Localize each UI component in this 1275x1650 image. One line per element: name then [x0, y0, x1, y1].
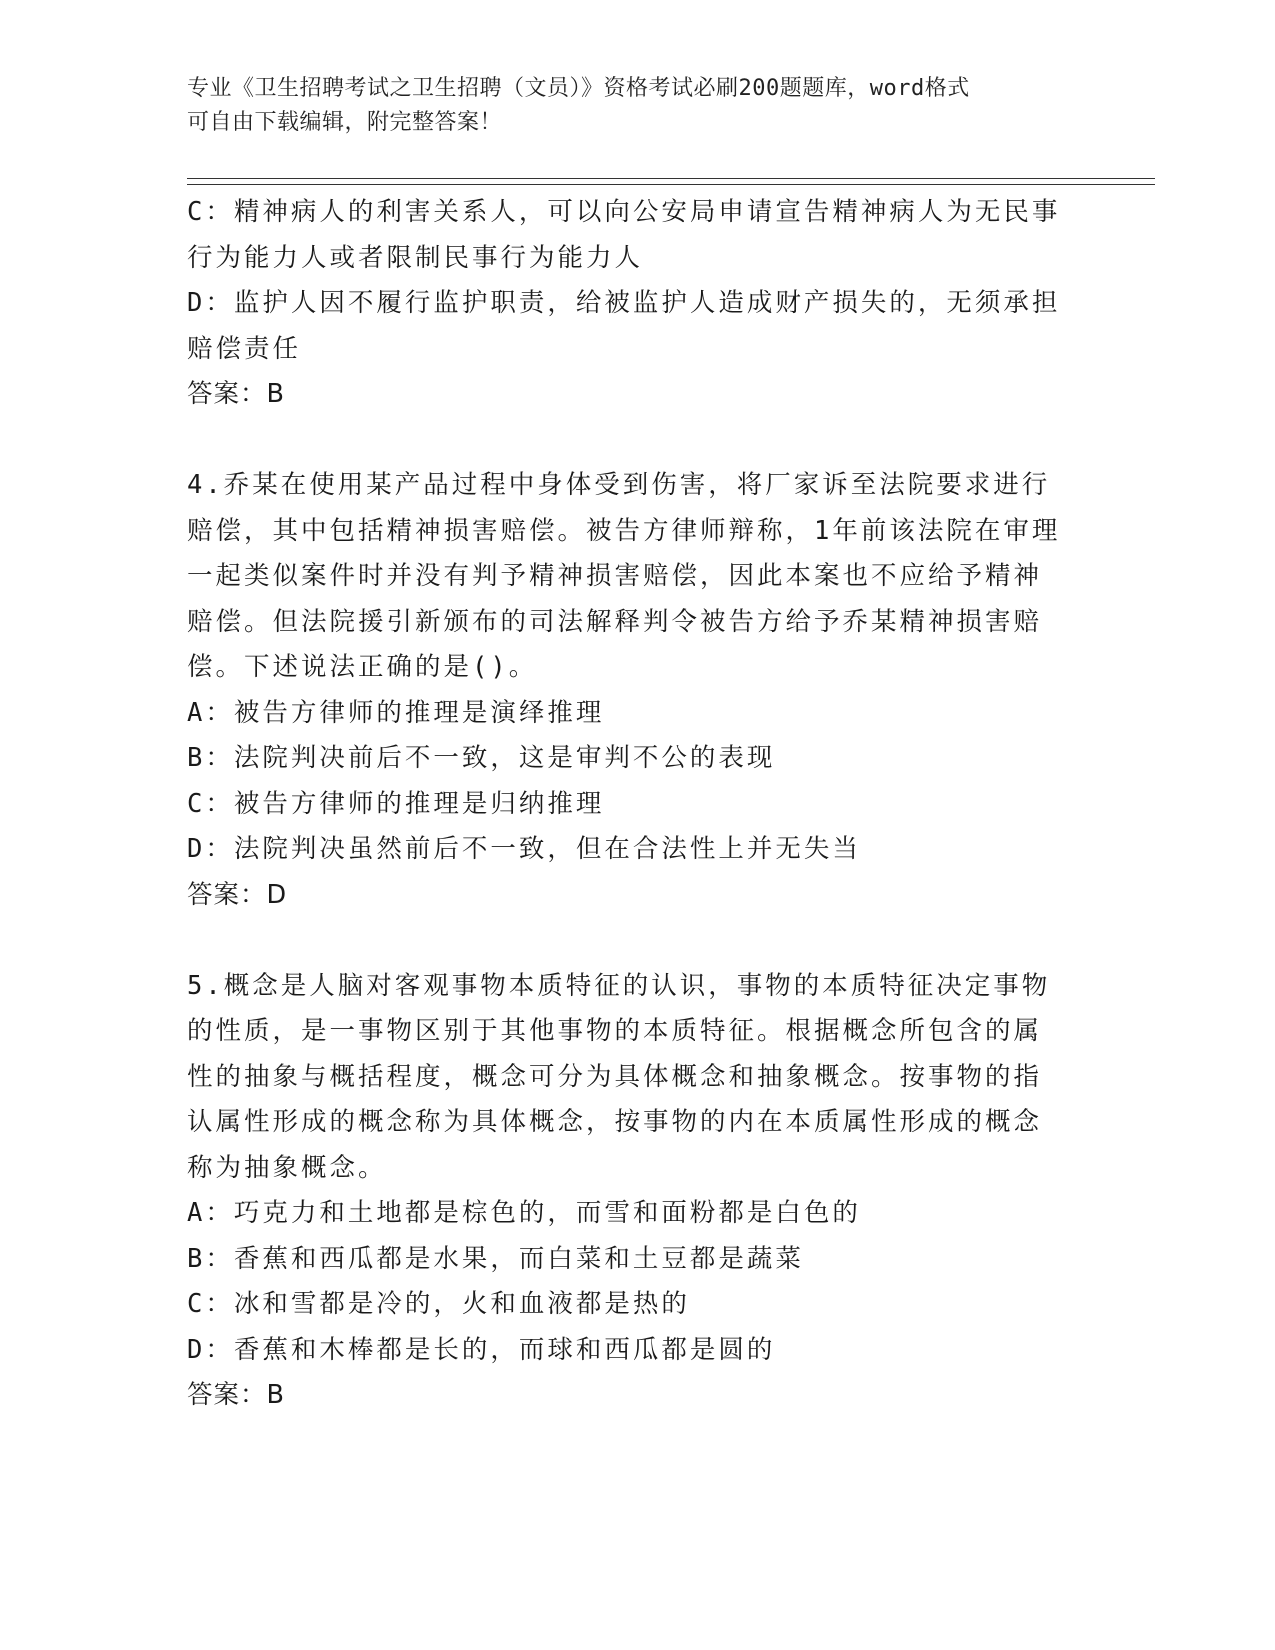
- q5-stem-line: 性的抽象与概括程度，概念可分为具体概念和抽象概念。按事物的指: [187, 1061, 1043, 1092]
- q4-option-b: B：法院判决前后不一致，这是审判不公的表现: [187, 743, 776, 773]
- q4-stem-line: 一起类似案件时并没有判予精神损害赔偿，因此本案也不应给予精神: [187, 561, 1043, 591]
- header-title-line-1: 专业《卫生招聘考试之卫生招聘（文员）》资格考试必刷200题题库，word格式: [187, 76, 970, 101]
- q5-stem-line: 5.概念是人脑对客观事物本质特征的认识，事物的本质特征决定事物: [187, 970, 1051, 1001]
- q4-stem-line: 赔偿。但法院援引新颁布的司法解释判令被告方给予乔某精神损害赔: [187, 606, 1043, 637]
- question-4: [187, 463, 1087, 918]
- header-title-line-2: 可自由下载编辑，附完整答案！: [187, 110, 503, 135]
- document-header: [187, 72, 1067, 140]
- q5-stem-line: 认属性形成的概念称为具体概念，按事物的内在本质属性形成的概念: [187, 1107, 1043, 1137]
- question-3: [187, 190, 1087, 418]
- q3-option-c-line-2: 行为能力人或者限制民事行为能力人: [187, 242, 644, 273]
- q5-option-d: D：香蕉和木棒都是长的，而球和西瓜都是圆的: [187, 1334, 776, 1365]
- q3-option-c-line-1: C：精神病人的利害关系人，可以向公安局申请宣告精神病人为无民事: [187, 197, 1061, 227]
- header-divider-bottom: [187, 184, 1155, 185]
- q5-option-c: C：冰和雪都是冷的，火和血液都是热的: [187, 1289, 690, 1319]
- q5-stem-line: 的性质，是一事物区别于其他事物的本质特征。根据概念所包含的属: [187, 1016, 1043, 1046]
- q3-option-d-line-2: 赔偿责任: [187, 333, 302, 364]
- q4-stem-line: 赔偿，其中包括精神损害赔偿。被告方律师辩称，1年前该法院在审理: [187, 515, 1061, 546]
- q4-answer: 答案：D: [187, 879, 288, 910]
- question-5: [187, 964, 1087, 1419]
- q5-option-b: B：香蕉和西瓜都是水果，而白菜和土豆都是蔬菜: [187, 1243, 804, 1274]
- q5-option-a: A：巧克力和土地都是棕色的，而雪和面粉都是白色的: [187, 1198, 861, 1228]
- spacer: [187, 418, 1087, 464]
- q4-option-a: A：被告方律师的推理是演绎推理: [187, 697, 605, 728]
- q4-stem-line: 偿。下述说法正确的是()。: [187, 652, 538, 682]
- q4-option-d: D：法院判决虽然前后不一致，但在合法性上并无失当: [187, 834, 861, 864]
- q5-stem-line: 称为抽象概念。: [187, 1152, 387, 1183]
- q3-answer: 答案：B: [187, 379, 285, 409]
- header-divider-top: [187, 178, 1155, 179]
- spacer: [187, 918, 1087, 964]
- q5-answer: 答案：B: [187, 1380, 285, 1410]
- q4-stem-line: 4.乔某在使用某产品过程中身体受到伤害，将厂家诉至法院要求进行: [187, 470, 1051, 500]
- document-body: [187, 190, 1087, 1419]
- q4-option-c: C：被告方律师的推理是归纳推理: [187, 788, 605, 819]
- q3-option-d-line-1: D：监护人因不履行监护职责，给被监护人造成财产损失的，无须承担: [187, 288, 1061, 318]
